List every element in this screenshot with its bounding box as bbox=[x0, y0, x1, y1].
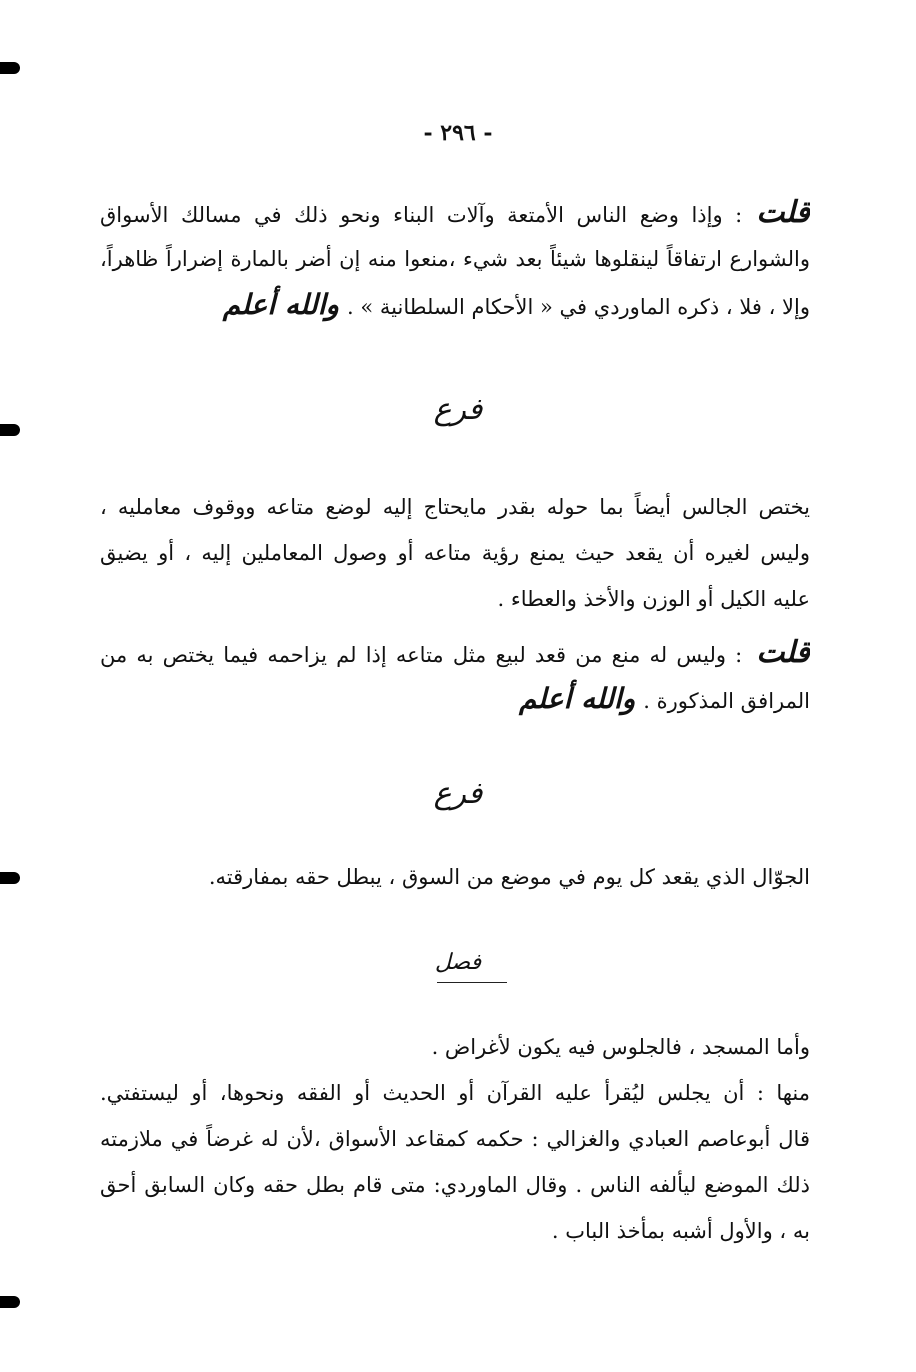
text-line: يختص الجالس أيضاً بما حوله بقدر مايحتاج إليه لوضع متاعه ووقوف معامليه ، bbox=[100, 495, 810, 519]
text-line: والشوارع ارتفاقاً لينقلوها شيئاً بعد شيء ،منعوا منه إن أضر بالمارة إضراراً ظاهراً، bbox=[100, 247, 810, 271]
paragraph-fasl bbox=[100, 1024, 810, 1254]
text-line: وليس لغيره أن يقعد حيث يمنع رؤية متاعه أو وصول المعاملين إليه ، أو يضيق bbox=[100, 541, 810, 565]
section-heading-fasl: فصل bbox=[434, 950, 482, 975]
text-line: عليه الكيل أو الوزن والأخذ والعطاء . bbox=[497, 587, 810, 611]
section-heading-far: فرع bbox=[433, 392, 483, 427]
text-line: وأما المسجد ، فالجلوس فيه يكون لأغراض . bbox=[431, 1035, 810, 1059]
text-line: : وليس له منع من قعد لبيع مثل متاعه إذا لم يزاحمه فيما يختص به من bbox=[100, 643, 743, 667]
text-line: الجوّال الذي يقعد كل يوم في موضع من السوق ، يبطل حقه بمفارقته. bbox=[208, 865, 810, 889]
heading-underline bbox=[437, 982, 507, 983]
margin-tab-mark bbox=[0, 1296, 20, 1308]
text-line: ذلك الموضع ليألفه الناس . وقال الماوردي: متى قام بطل حقه وكان السابق أحق bbox=[100, 1173, 810, 1197]
text-line: المرافق المذكورة . bbox=[643, 689, 810, 713]
text-line: به ، والأول أشبه بمأخذ الباب . bbox=[551, 1219, 810, 1243]
paragraph-qultu-2 bbox=[100, 630, 810, 722]
text-line: : وإذا وضع الناس الأمتعة وآلات البناء ونحو ذلك في مسالك الأسواق bbox=[100, 203, 743, 227]
text-line: وإلا ، فلا ، ذكره الماوردي في « الأحكام السلطانية » . bbox=[347, 295, 810, 319]
section-heading-far: فرع bbox=[433, 776, 483, 811]
text-line: قال أبوعاصم العبادي والغزالي : حكمه كمقاعد الأسواق ،لأن له غرضاً في ملازمته bbox=[100, 1127, 810, 1151]
text-line: منها : أن يجلس ليُقرأ عليه القرآن أو الحديث أو الفقه ونحوها، أو ليستفتي. bbox=[100, 1081, 810, 1105]
paragraph-lead-word: قلت bbox=[756, 635, 810, 670]
paragraph-qultu-1 bbox=[100, 190, 810, 328]
page-number: - ٢٩٦ - bbox=[423, 120, 493, 146]
margin-tab-mark bbox=[0, 62, 20, 74]
closing-formula: والله أعلم bbox=[518, 682, 636, 715]
paragraph-far-1 bbox=[100, 484, 810, 622]
paragraph-lead-word: قلت bbox=[756, 195, 810, 230]
paragraph-far-2 bbox=[100, 854, 810, 900]
margin-tab-mark bbox=[0, 872, 20, 884]
closing-formula: والله أعلم bbox=[222, 288, 340, 321]
